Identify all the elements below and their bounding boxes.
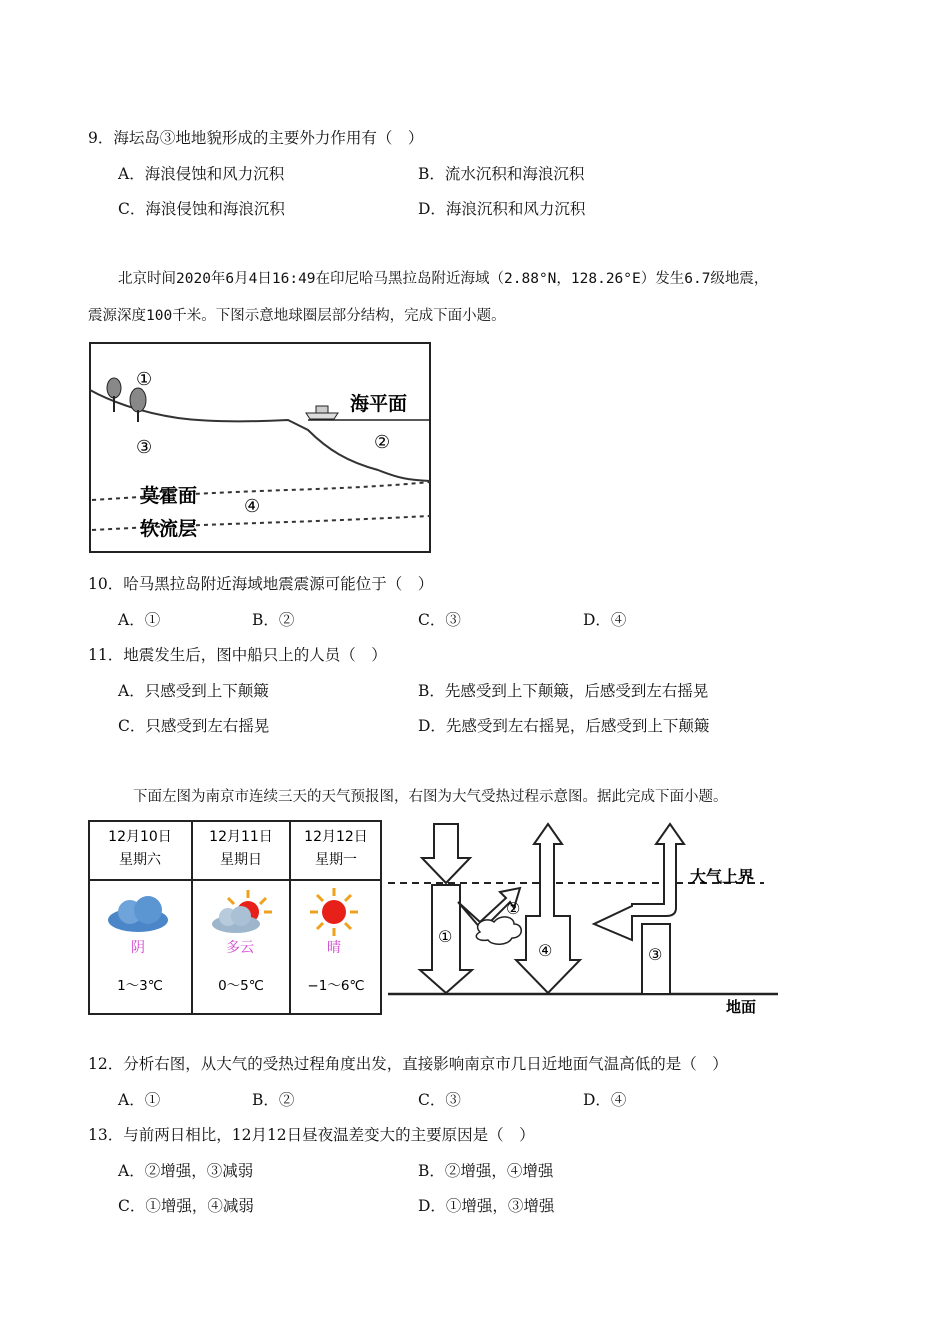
- label-circle-1: ①: [136, 369, 153, 390]
- forecast-temp-3: −1～6℃: [307, 978, 365, 994]
- q10-option-d: D．④: [583, 611, 627, 629]
- q11-option-b: B．先感受到上下颠簸，后感受到左右摇晃: [418, 682, 709, 700]
- q10-stem: 10．哈马黑拉岛附近海域地震震源可能位于（ ）: [88, 575, 434, 593]
- label-moho: 莫霍面: [140, 485, 198, 507]
- label-sea-level: 海平面: [350, 393, 408, 415]
- forecast-date-2: 12月11日: [209, 829, 273, 845]
- q11-option-d: D．先感受到左右摇晃，后感受到上下颠簸: [418, 717, 710, 735]
- forecast-weekday-1: 星期六: [119, 852, 161, 868]
- q9-option-c: C．海浪侵蚀和海浪沉积: [118, 200, 285, 218]
- passage1-line1: 北京时间2020年6月4日16:49在印尼哈马黑拉岛附近海域（2.88°N，128.26°E）发生6.7级地震，: [118, 271, 769, 287]
- forecast-weather-3: 晴: [327, 940, 341, 956]
- forecast-date-1: 12月10日: [108, 829, 172, 845]
- q12-option-b: B．②: [252, 1091, 295, 1109]
- passage1-line2: 震源深度100千米。下图示意地球圈层部分结构，完成下面小题。: [88, 308, 506, 324]
- cloud-icon: [476, 917, 521, 944]
- q11-stem: 11．地震发生后，图中船只上的人员（ ）: [88, 646, 387, 664]
- forecast-temp-2: 0～5℃: [218, 978, 264, 994]
- q9-option-b: B．流水沉积和海浪沉积: [418, 165, 585, 183]
- arrow-4: [516, 824, 580, 993]
- label-n2: ②: [506, 899, 521, 918]
- forecast-date-3: 12月12日: [304, 829, 368, 845]
- q11-option-c: C．只感受到左右摇晃: [118, 717, 270, 735]
- q13-option-b: B．②增强，④增强: [418, 1162, 554, 1180]
- q10-option-c: C．③: [418, 611, 461, 629]
- q9-stem: 9．海坛岛③地地貌形成的主要外力作用有（ ）: [88, 129, 424, 147]
- forecast-weather-1: 阴: [131, 940, 145, 956]
- q11-option-a: A．只感受到上下颠簸: [118, 682, 269, 700]
- label-circle-4: ④: [244, 496, 261, 517]
- passage2-line1: 下面左图为南京市连续三天的天气预报图，右图为大气受热过程示意图。据此完成下面小题。: [133, 789, 728, 805]
- q10-option-a: A．①: [118, 611, 161, 629]
- q13-option-c: C．①增强，④减弱: [118, 1197, 254, 1215]
- q12-option-d: D．④: [583, 1091, 627, 1109]
- label-asthenosphere: 软流层: [140, 518, 198, 540]
- label-atmosphere-top: 大气上界: [690, 867, 755, 886]
- label-circle-2: ②: [374, 432, 391, 453]
- q13-option-d: D．①增强，③增强: [418, 1197, 555, 1215]
- earth-sphere-figure: [88, 340, 434, 555]
- q9-option-d: D．海浪沉积和风力沉积: [418, 200, 586, 218]
- sunny-icon: [310, 888, 358, 936]
- weather-forecast-table: [88, 820, 384, 1018]
- q13-option-a: A．②增强，③减弱: [118, 1162, 254, 1180]
- forecast-weather-2: 多云: [226, 940, 254, 956]
- forecast-temp-1: 1～3℃: [117, 978, 163, 994]
- arrow-3: [594, 824, 684, 994]
- q13-stem: 13．与前两日相比，12月12日昼夜温差变大的主要原因是（ ）: [88, 1126, 535, 1144]
- forecast-weekday-2: 星期日: [220, 852, 262, 868]
- label-circle-3: ③: [136, 437, 153, 458]
- label-n1: ①: [438, 927, 453, 946]
- q12-option-a: A．①: [118, 1091, 161, 1109]
- q10-option-b: B．②: [252, 611, 295, 629]
- q12-stem: 12．分析右图，从大气的受热过程角度出发，直接影响南京市几日近地面气温高低的是（ ）: [88, 1055, 728, 1073]
- q9-option-a: A．海浪侵蚀和风力沉积: [118, 165, 285, 183]
- forecast-weekday-3: 星期一: [315, 852, 357, 868]
- q12-option-c: C．③: [418, 1091, 461, 1109]
- atmosphere-heating-figure: [388, 820, 782, 1020]
- label-ground: 地面: [726, 998, 757, 1016]
- label-n4: ④: [538, 941, 553, 960]
- label-n3: ③: [648, 945, 663, 964]
